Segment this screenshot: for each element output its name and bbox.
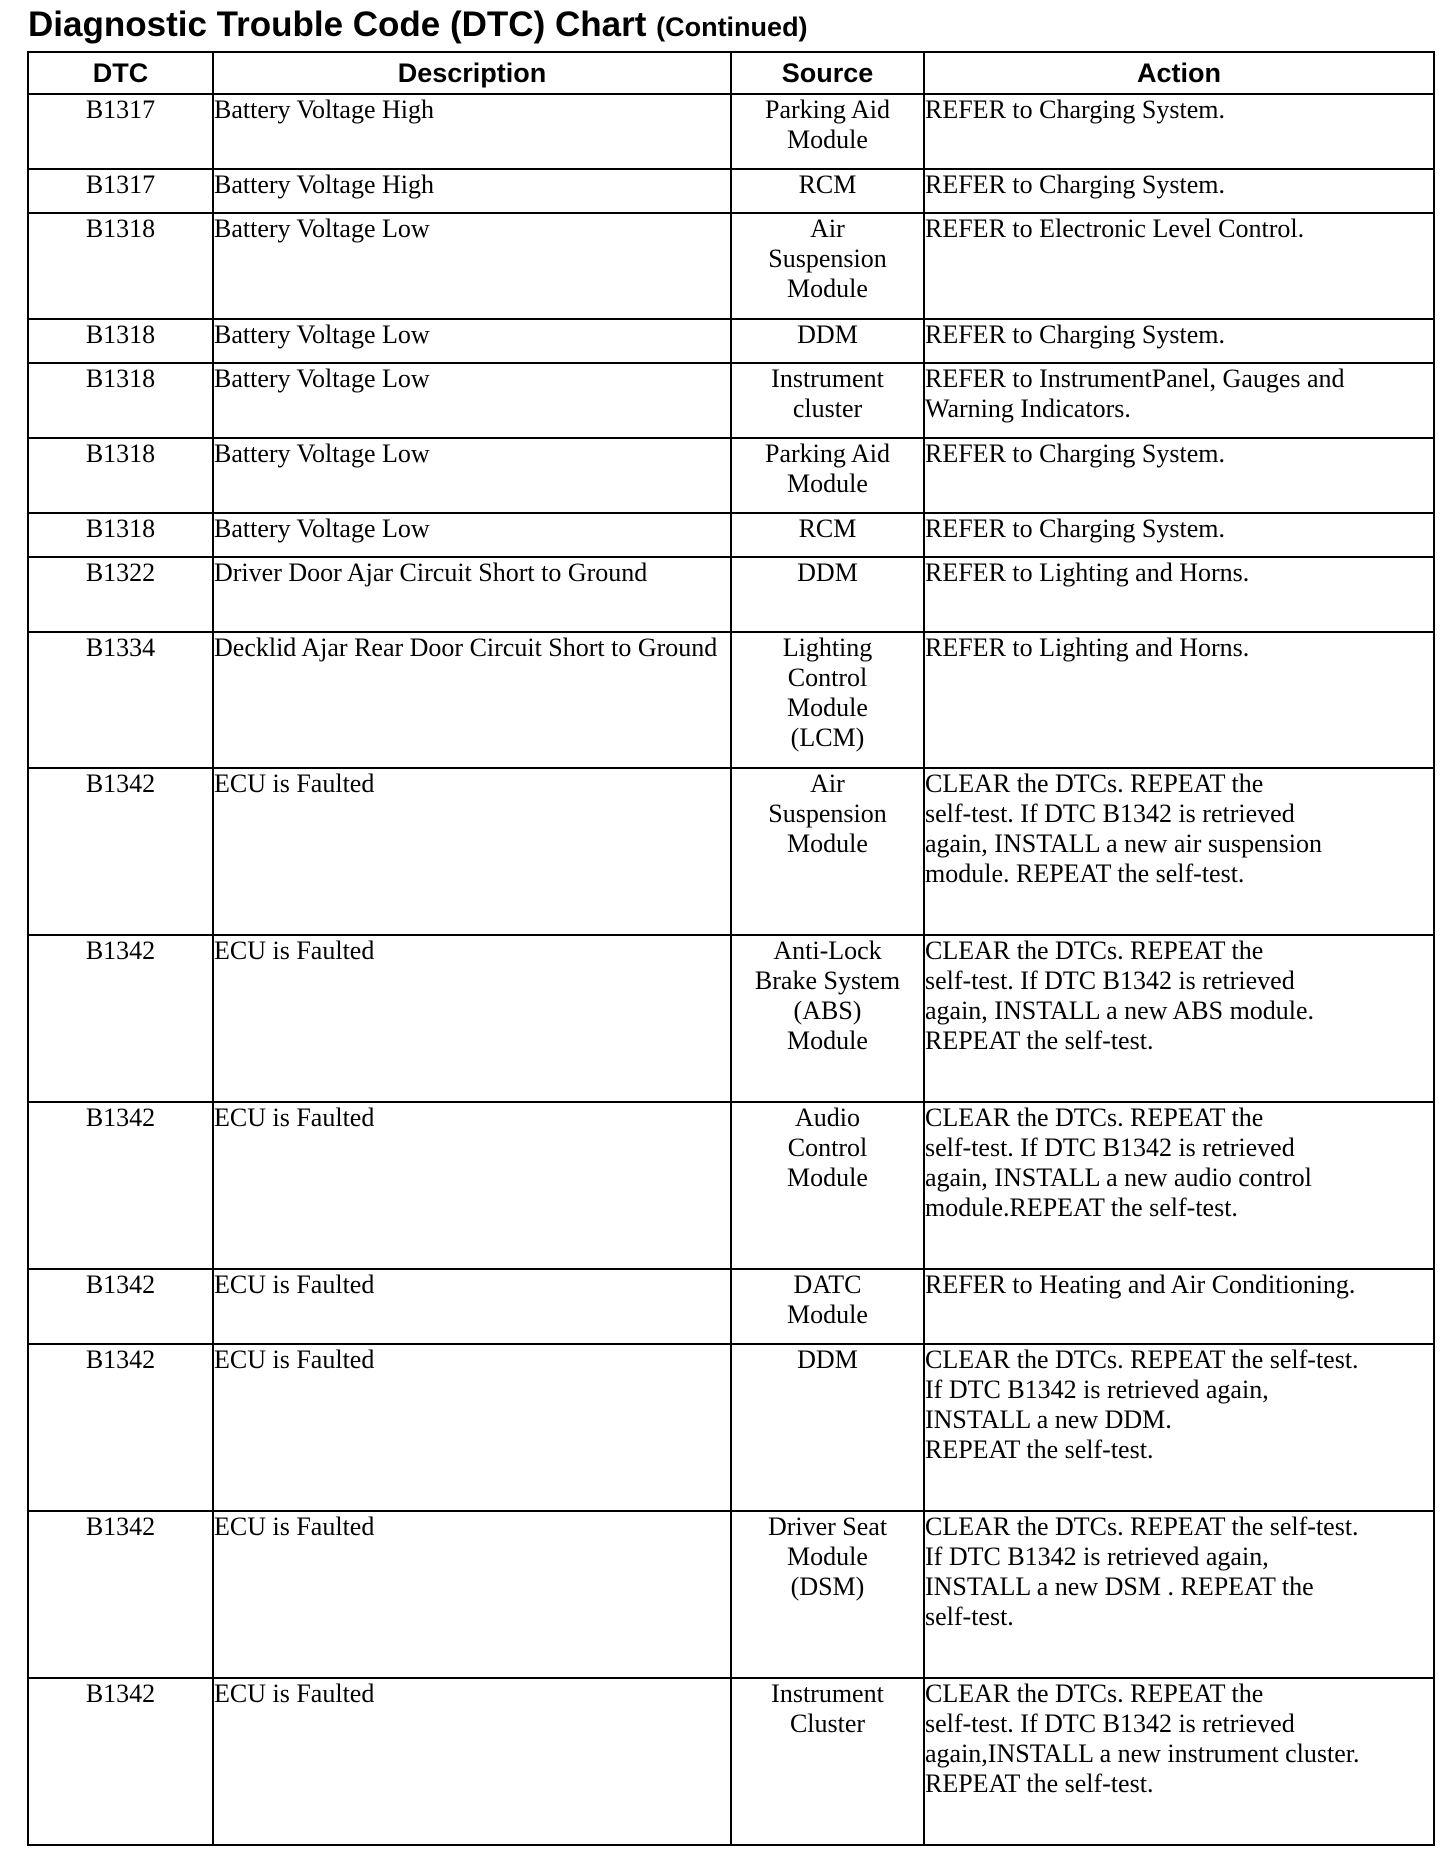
dtc-source: DDM xyxy=(731,319,924,363)
dtc-description: Battery Voltage Low xyxy=(213,319,731,363)
dtc-description: Battery Voltage Low xyxy=(213,438,731,513)
dtc-description: Battery Voltage High xyxy=(213,94,731,169)
table-row xyxy=(28,1511,1434,1678)
dtc-code: B1318 xyxy=(28,438,213,513)
dtc-source: RCM xyxy=(731,513,924,557)
table-row xyxy=(28,632,1434,768)
table-row xyxy=(28,363,1434,438)
dtc-code: B1342 xyxy=(28,1678,213,1845)
header-action: Action xyxy=(924,52,1434,94)
dtc-action: CLEAR the DTCs. REPEAT the self-test. If DTC B1342 is retrieved again, INSTALL a new ABS module. REPEAT the self-test. xyxy=(924,935,1434,1102)
dtc-description: ECU is Faulted xyxy=(213,1511,731,1678)
dtc-action: REFER to InstrumentPanel, Gauges and Warning Indicators. xyxy=(924,363,1434,438)
dtc-source: Lighting Control Module (LCM) xyxy=(731,632,924,768)
dtc-action: REFER to Heating and Air Conditioning. xyxy=(924,1269,1434,1344)
dtc-description: Battery Voltage Low xyxy=(213,513,731,557)
dtc-action: REFER to Charging System. xyxy=(924,438,1434,513)
dtc-description: ECU is Faulted xyxy=(213,1102,731,1269)
dtc-code: B1318 xyxy=(28,513,213,557)
dtc-source: Air Suspension Module xyxy=(731,768,924,935)
dtc-description: Driver Door Ajar Circuit Short to Ground xyxy=(213,557,731,632)
dtc-action: REFER to Electronic Level Control. xyxy=(924,213,1434,319)
dtc-description: ECU is Faulted xyxy=(213,768,731,935)
chart-title: Diagnostic Trouble Code (DTC) Chart xyxy=(28,5,647,44)
dtc-source: Air Suspension Module xyxy=(731,213,924,319)
dtc-action: REFER to Lighting and Horns. xyxy=(924,557,1434,632)
dtc-code: B1334 xyxy=(28,632,213,768)
table-header-row xyxy=(28,52,1434,94)
dtc-action: CLEAR the DTCs. REPEAT the self-test. If DTC B1342 is retrieved again, INSTALL a new air suspension module. REPEAT the self-test. xyxy=(924,768,1434,935)
table-row xyxy=(28,513,1434,557)
dtc-action: REFER to Charging System. xyxy=(924,319,1434,363)
dtc-description: ECU is Faulted xyxy=(213,1269,731,1344)
dtc-source: Parking Aid Module xyxy=(731,94,924,169)
table-row xyxy=(28,935,1434,1102)
dtc-action: CLEAR the DTCs. REPEAT the self-test. If DTC B1342 is retrieved again, INSTALL a new audio control module.REPEAT the self-test. xyxy=(924,1102,1434,1269)
header-source: Source xyxy=(731,52,924,94)
chart-subtitle: (Continued) xyxy=(656,12,808,42)
dtc-description: Battery Voltage Low xyxy=(213,363,731,438)
dtc-source: RCM xyxy=(731,169,924,213)
dtc-description: Battery Voltage High xyxy=(213,169,731,213)
dtc-source: Instrument cluster xyxy=(731,363,924,438)
dtc-code: B1342 xyxy=(28,1344,213,1511)
dtc-source: Audio Control Module xyxy=(731,1102,924,1269)
dtc-code: B1318 xyxy=(28,319,213,363)
dtc-action: REFER to Charging System. xyxy=(924,169,1434,213)
dtc-source: DATC Module xyxy=(731,1269,924,1344)
dtc-code: B1322 xyxy=(28,557,213,632)
dtc-source: DDM xyxy=(731,557,924,632)
table-row xyxy=(28,438,1434,513)
table-row xyxy=(28,319,1434,363)
table-row xyxy=(28,94,1434,169)
dtc-source: Anti-Lock Brake System (ABS) Module xyxy=(731,935,924,1102)
dtc-description: ECU is Faulted xyxy=(213,1678,731,1845)
table-row xyxy=(28,768,1434,935)
dtc-code: B1317 xyxy=(28,169,213,213)
dtc-action: REFER to Charging System. xyxy=(924,94,1434,169)
table-row xyxy=(28,169,1434,213)
table-row xyxy=(28,557,1434,632)
header-dtc: DTC xyxy=(28,52,213,94)
dtc-source: Instrument Cluster xyxy=(731,1678,924,1845)
dtc-action: CLEAR the DTCs. REPEAT the self-test. If DTC B1342 is retrieved again, INSTALL a new DDM. REPEAT the self-test. xyxy=(924,1344,1434,1511)
dtc-code: B1317 xyxy=(28,94,213,169)
table-row xyxy=(28,1344,1434,1511)
table-row xyxy=(28,213,1434,319)
dtc-action: CLEAR the DTCs. REPEAT the self-test. If DTC B1342 is retrieved again,INSTALL a new instrument cluster. REPEAT the self-test. xyxy=(924,1678,1434,1845)
dtc-code: B1342 xyxy=(28,1511,213,1678)
dtc-code: B1342 xyxy=(28,1102,213,1269)
header-description: Description xyxy=(213,52,731,94)
dtc-code: B1342 xyxy=(28,768,213,935)
dtc-source: DDM xyxy=(731,1344,924,1511)
table-row xyxy=(28,1678,1434,1845)
table-row xyxy=(28,1269,1434,1344)
dtc-action: REFER to Lighting and Horns. xyxy=(924,632,1434,768)
dtc-code: B1318 xyxy=(28,213,213,319)
dtc-code: B1318 xyxy=(28,363,213,438)
dtc-action: CLEAR the DTCs. REPEAT the self-test. If DTC B1342 is retrieved again, INSTALL a new DSM . REPEAT the self-test. xyxy=(924,1511,1434,1678)
page-title xyxy=(28,2,808,50)
table-row xyxy=(28,1102,1434,1269)
dtc-description: Decklid Ajar Rear Door Circuit Short to Ground xyxy=(213,632,731,768)
dtc-table xyxy=(27,51,1435,1846)
dtc-code: B1342 xyxy=(28,935,213,1102)
dtc-source: Driver Seat Module (DSM) xyxy=(731,1511,924,1678)
dtc-description: ECU is Faulted xyxy=(213,1344,731,1511)
dtc-code: B1342 xyxy=(28,1269,213,1344)
dtc-description: Battery Voltage Low xyxy=(213,213,731,319)
dtc-action: REFER to Charging System. xyxy=(924,513,1434,557)
dtc-description: ECU is Faulted xyxy=(213,935,731,1102)
dtc-source: Parking Aid Module xyxy=(731,438,924,513)
